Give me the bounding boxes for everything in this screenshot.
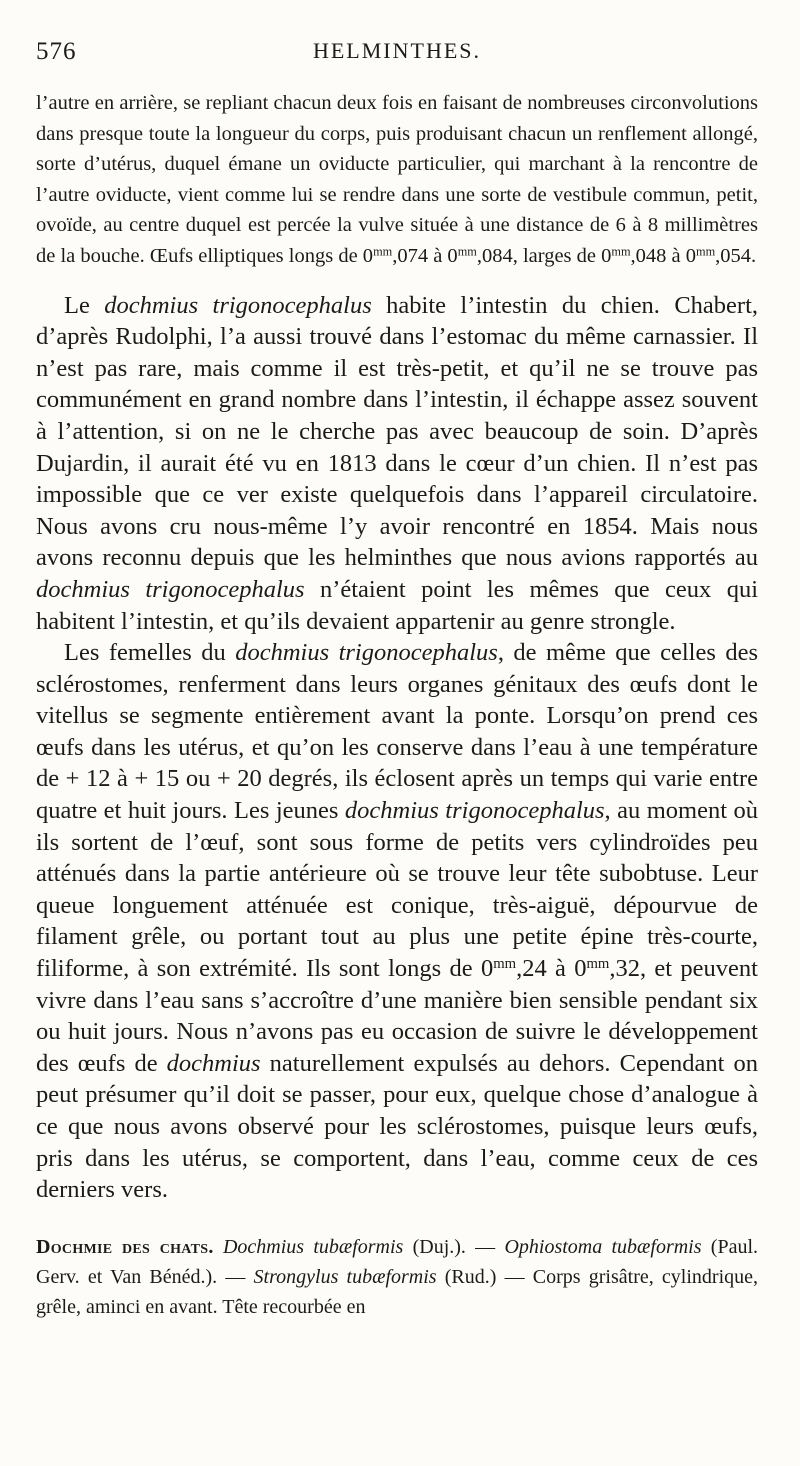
- species-name: dochmius trigonocephalus: [36, 575, 305, 603]
- paragraph-text: Les femelles du: [64, 639, 236, 667]
- continuation-text: l’autre en arrière, se repliant chacun deux fois en faisant de nombreuses circonvolutions dans presque toute la longueur du corps, puis produisant chacun un renflement allongé, sorte d’utérus, duquel émane un oviducte particulier, qui marchant à la rencontre de l’autre oviducte, vient comme lui se rendre dans une sorte de vestibule commun, petit, ovoïde, au centre duquel est percée la vulve située à une distance de 6 à 8 millimètres de la bouche. Œufs elliptiques longs de 0: [36, 92, 758, 267]
- species-name: dochmius trigonocephalus: [344, 797, 605, 825]
- paragraph-eggs: [36, 637, 758, 1206]
- species-name: Dochmius tubæformis: [222, 1235, 404, 1258]
- continuation-paragraph: [36, 88, 758, 272]
- paragraph-text: habite l’intestin du chien. Chabert, d’après Rudolphi, l’a aussi trouvé dans l’estomac du même carnassier. Il n’est pas rare, mais comme il est très-petit, et qu’il ne se trouve pas communément en grand nombre dans l’intestin, il échappe assez souvent à l’attention, si on ne le cherche pas avec beaucoup de soin. D’après Dujardin, il aurait été vu en 1813 dans le cœur d’un chien. Il n’est pas impossible que ce ver existe quelquefois dans l’appareil circulatoire. Nous avons cru nous-même l’y avoir rencontré en 1854. Mais nous avons reconnu depuis que les helminthes que nous avions rapportés au: [36, 291, 758, 572]
- continuation-text: ,074 à 0: [392, 244, 458, 267]
- running-head: HELMINTHES.: [312, 38, 482, 63]
- unit-superscript: mm: [457, 244, 477, 259]
- species-entry: [36, 1232, 758, 1322]
- unit-superscript: mm: [696, 244, 716, 259]
- unit-superscript: mm: [611, 244, 631, 259]
- species-name: dochmius trigonocephalus: [104, 291, 372, 319]
- species-name: Ophiostoma tubæformis: [504, 1235, 702, 1258]
- continuation-text: ,054.: [715, 244, 757, 267]
- species-name: dochmius trigonocephalus: [235, 639, 498, 667]
- unit-superscript: mm: [373, 244, 393, 259]
- paragraph-text: n’étaient point les mêmes que ceux qui habitent l’intestin, et qu’ils devaient appartenir au genre strongle.: [36, 575, 759, 635]
- unit-superscript: mm: [586, 955, 610, 972]
- paragraph-text: Le: [64, 291, 105, 319]
- paragraph-text: ,32, et peuvent vivre dans l’eau sans s’accroître d’une manière bien sensible pendant six ou huit jours. Nous n’avons pas eu occasion de suivre le développement des œufs de: [36, 955, 758, 1077]
- paragraph-text: ,24 à 0: [516, 955, 587, 983]
- continuation-text: ,084, larges de 0: [476, 244, 612, 267]
- paragraph-text: , au moment où ils sortent de l’œuf, sont sous forme de petits vers cylindroïdes peu atténués dans la partie antérieure où se trouve leur tête subobtuse. Leur queue longuement atténuée est conique, très-aiguë, dépourvue de filament grêle, ou portant tout au plus une petite épine très-courte, filiforme, à son extrémité. Ils sont longs de 0: [36, 797, 758, 983]
- entry-text: (Rud.) — Corps grisâtre, cylindrique, grêle, aminci en avant. Tête recourbée en: [36, 1265, 758, 1318]
- entry-text: (Duj.). —: [403, 1235, 505, 1258]
- species-name: dochmius: [166, 1049, 261, 1077]
- unit-superscript: mm: [493, 955, 517, 972]
- entry-heading: Dochmie des chats.: [36, 1235, 214, 1258]
- entry-text: (Paul. Gerv. et Van Bénéd.). —: [36, 1235, 759, 1288]
- paragraph-text: naturellement expulsés au dehors. Cependant on peut présumer qu’il doit se passer, pour eux, quelque chose d’analogue à ce que nous avons observé pour les sclérostomes, puisque leurs œufs, pris dans les utérus, se comportent, dans l’eau, comme ceux de ces derniers vers.: [36, 1049, 758, 1204]
- continuation-text: ,048 à 0: [630, 244, 697, 267]
- species-name: Strongylus tubæformis: [253, 1265, 437, 1288]
- paragraph-text: , de même que celles des sclérostomes, renferment dans leurs organes génitaux des œufs dont le vitellus se segmente entièrement avant la ponte. Lorsqu’on prend ces œufs dans les utérus, et qu’on les conserve dans l’eau à une température de + 12 à + 15 ou + 20 degrés, ils éclosent après un temps qui varie entre quatre et huit jours. Les jeunes: [36, 639, 758, 825]
- page-number: 576: [36, 38, 77, 65]
- paragraph-habitat: [36, 290, 758, 638]
- page-header: [36, 30, 758, 74]
